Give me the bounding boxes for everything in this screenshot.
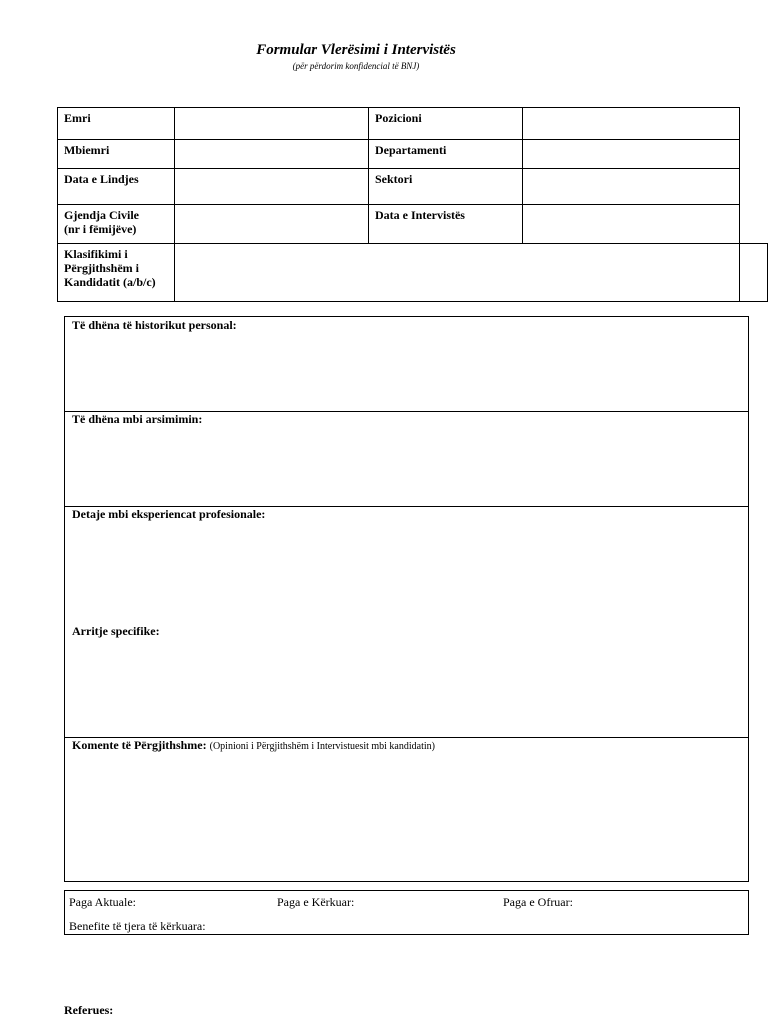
position-label: Pozicioni xyxy=(369,108,523,140)
education-label: Të dhëna mbi arsimimin: xyxy=(72,412,203,426)
personal-info-table xyxy=(57,107,768,302)
form-subtitle: (për përdorim konfidencial të BNJ) xyxy=(292,61,420,71)
comments-label xyxy=(72,738,435,753)
experience-label: Detaje mbi eksperiencat profesionale: xyxy=(72,507,266,521)
birth-date-field[interactable] xyxy=(175,169,369,205)
references-label: Referues: xyxy=(64,1003,114,1017)
birth-date-label: Data e Lindjes xyxy=(58,169,175,205)
first-name-label: Emri xyxy=(58,108,175,140)
current-salary-label: Paga Aktuale: xyxy=(69,895,136,909)
surname-label: Mbiemri xyxy=(58,140,175,169)
sector-field[interactable] xyxy=(523,169,740,205)
interview-date-field[interactable] xyxy=(523,205,740,244)
personal-history-label: Të dhëna të historikut personal: xyxy=(72,318,237,332)
surname-field[interactable] xyxy=(175,140,369,169)
first-name-field[interactable] xyxy=(175,108,369,140)
sector-label: Sektori xyxy=(369,169,523,205)
comments-note: (Opinioni i Përgjithshëm i Intervistuesit mbi kandidatin) xyxy=(209,741,435,752)
offered-salary-label: Paga e Ofruar: xyxy=(503,895,573,909)
civil-status-field[interactable] xyxy=(175,205,369,244)
department-label: Departamenti xyxy=(369,140,523,169)
interview-date-label: Data e Intervistës xyxy=(369,205,523,244)
position-field[interactable] xyxy=(523,108,740,140)
classification-field[interactable] xyxy=(175,244,740,302)
civil-status-label: Gjendja Civile (nr i fëmijëve) xyxy=(58,205,175,244)
other-benefits-label: Benefite të tjera të kërkuara: xyxy=(69,919,206,933)
evaluation-sections xyxy=(64,316,749,882)
form-title: Formular Vlerësimi i Intervistës xyxy=(256,42,456,58)
comments-title: Komente të Përgjithshme: xyxy=(72,738,207,752)
classification-extra-cell[interactable] xyxy=(740,244,768,302)
achievements-label: Arritje specifike: xyxy=(72,624,160,638)
requested-salary-label: Paga e Kërkuar: xyxy=(277,895,355,909)
salary-box xyxy=(64,890,749,935)
classification-label: Klasifikimi i Përgjithshëm i Kandidatit (a/b/c) xyxy=(58,244,175,302)
department-field[interactable] xyxy=(523,140,740,169)
